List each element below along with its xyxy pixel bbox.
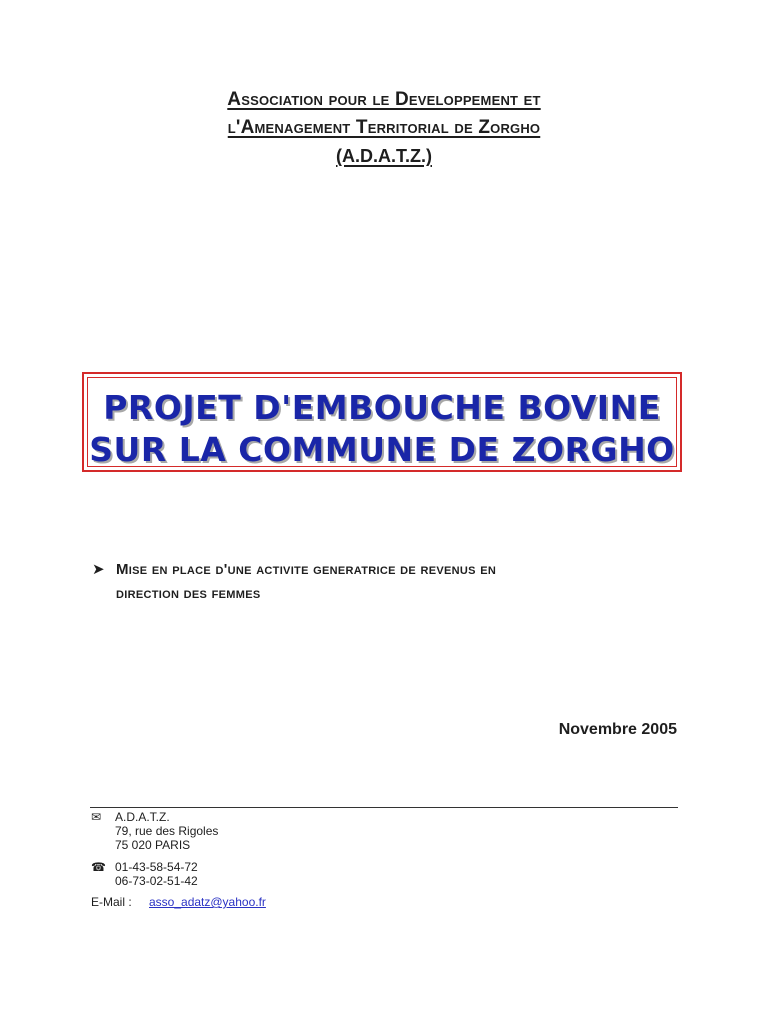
footer-phone-2: 06-73-02-51-42: [115, 874, 198, 888]
objective-text-line-1: Mise en place d'une activite generatrice de revenus en: [116, 561, 497, 578]
project-title-line-1: PROJET D'EMBOUCHE BOVINE: [103, 388, 661, 427]
association-abbreviation: (A.D.A.T.Z.): [336, 146, 432, 166]
email-link[interactable]: asso_adatz@yahoo.fr: [149, 895, 266, 909]
envelope-icon: ✉: [91, 810, 102, 824]
footer-phone-1: 01-43-58-54-72: [115, 860, 198, 874]
document-date: Novembre 2005: [558, 721, 677, 738]
project-title-line-2: SUR LA COMMUNE DE ZORGHO: [89, 430, 675, 469]
objective-text: [116, 558, 678, 606]
association-name-line-2: l'Amenagement Territorial de Zorgho: [227, 117, 541, 138]
association-header: [80, 86, 688, 170]
arrow-bullet-icon: ➤: [92, 561, 105, 578]
email-label: E-Mail :: [91, 895, 132, 909]
footer-divider: [90, 807, 678, 808]
footer-org-name: A.D.A.T.Z.: [115, 810, 170, 824]
objective-bullet: [92, 558, 678, 606]
objective-text-line-2: direction des femmes: [116, 585, 261, 602]
telephone-icon: ☎: [91, 860, 106, 874]
footer-city: 75 020 PARIS: [115, 838, 191, 852]
association-name-line-1: Association pour le Developpement et: [227, 89, 541, 110]
project-title-box: [82, 372, 682, 472]
footer-street: 79, rue des Rigoles: [115, 824, 219, 838]
